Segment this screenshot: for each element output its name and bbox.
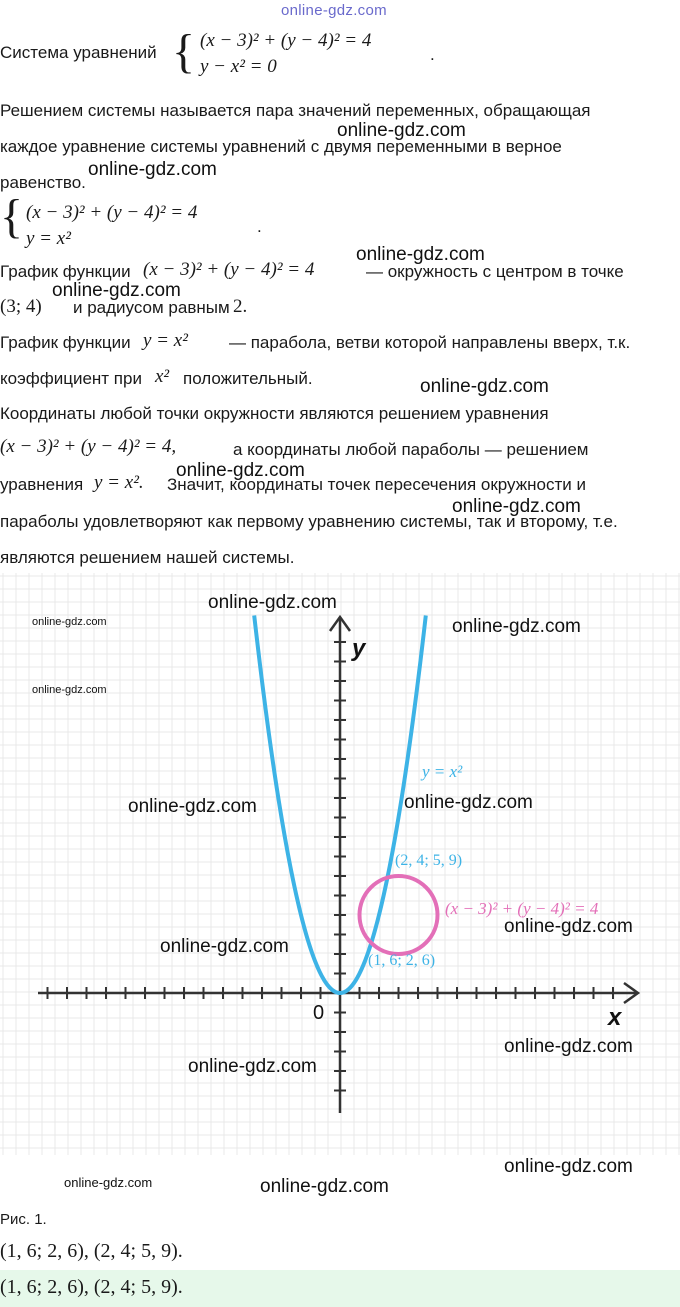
para3-line1-pre: График функции <box>0 333 131 352</box>
para1-line2: каждое уравнение системы уравнений с двумя переменными в верное <box>0 137 562 156</box>
watermark-g2: online-gdz.com <box>452 616 581 637</box>
graph <box>0 573 680 1155</box>
parabola-label: y = x² <box>422 762 463 781</box>
answer-highlight <box>0 1270 680 1307</box>
watermark-5: online-gdz.com <box>420 376 549 397</box>
system2-eq1: (x − 3)² + (y − 4)² = 4 <box>26 202 198 223</box>
watermark-1: online-gdz.com <box>337 120 466 141</box>
watermark-3: online-gdz.com <box>356 244 485 265</box>
watermark-g4: online-gdz.com <box>32 684 107 696</box>
watermark-g6: online-gdz.com <box>404 792 533 813</box>
para3-line1-post: — парабола, ветви которой направлены вверх, т.к. <box>229 333 631 352</box>
watermark-g8: online-gdz.com <box>160 936 289 957</box>
watermark-g13: online-gdz.com <box>260 1176 389 1197</box>
watermark-g3: online-gdz.com <box>32 616 107 628</box>
para2-line2-num: 2. <box>233 296 248 317</box>
watermark-top: online-gdz.com <box>281 2 387 19</box>
intro-end: . <box>430 45 435 64</box>
intro-eq1: (x − 3)² + (y − 4)² = 4 <box>200 30 372 51</box>
para4-line3-math: y = x². <box>94 472 144 493</box>
para4-line5: являются решением нашей системы. <box>0 548 295 567</box>
watermark-6: online-gdz.com <box>176 460 305 481</box>
para2-line2-math: (3; 4) <box>0 296 42 317</box>
origin-label: 0 <box>313 1002 325 1024</box>
para3-line1-math: y = x² <box>143 330 188 351</box>
system2-end: . <box>257 217 262 236</box>
para3-line2-post: положительный. <box>183 369 313 388</box>
para4-line3-pre: уравнения <box>0 475 84 494</box>
para2-line1-post: — окружность с центром в точке <box>366 262 624 281</box>
figure-caption: Рис. 1. <box>0 1211 47 1228</box>
para2-line1-math: (x − 3)² + (y − 4)² = 4 <box>143 259 315 280</box>
watermark-g5: online-gdz.com <box>128 796 257 817</box>
para2-line2-mid: и радиусом равным <box>73 298 230 317</box>
para4-line4: параболы удовлетворяют как первому уравнению системы, так и второму, т.е. <box>0 512 618 531</box>
para4-line2-post: а координаты любой параболы — решением <box>233 440 589 459</box>
watermark-g12: online-gdz.com <box>64 1175 153 1190</box>
point1-label: (2, 4; 5, 9) <box>395 852 463 869</box>
para1-line1: Решением системы называется пара значений переменных, обращающая <box>0 101 591 120</box>
y-axis-label: y <box>352 635 366 662</box>
system2-eq2: y = x² <box>26 228 71 249</box>
para2-line1-pre: График функции <box>0 262 131 281</box>
watermark-g7: online-gdz.com <box>504 916 633 937</box>
watermark-7: online-gdz.com <box>452 496 581 517</box>
answer-highlight-text: (1, 6; 2, 6), (2, 4; 5, 9). <box>0 1276 183 1298</box>
para3-line2-pre: коэффициент при <box>0 369 142 388</box>
watermark-4: online-gdz.com <box>52 280 181 301</box>
point2-label: (1, 6; 2, 6) <box>368 952 436 969</box>
watermark-g9: online-gdz.com <box>504 1036 633 1057</box>
watermark-g1: online-gdz.com <box>208 592 337 613</box>
intro-eq2: y − x² = 0 <box>200 56 277 77</box>
watermark-2: online-gdz.com <box>88 159 217 180</box>
watermark-g10: online-gdz.com <box>188 1056 317 1077</box>
circle-label: (x − 3)² + (y − 4)² = 4 <box>445 899 599 918</box>
para4-line1: Координаты любой точки окружности являются решением уравнения <box>0 404 549 423</box>
x-axis-label: x <box>608 1004 622 1031</box>
para4-line2-math: (x − 3)² + (y − 4)² = 4, <box>0 436 177 457</box>
watermark-g11: online-gdz.com <box>504 1156 633 1177</box>
system2-brace: { <box>0 190 24 243</box>
intro-label: Система уравнений <box>0 43 157 62</box>
answer-line: (1, 6; 2, 6), (2, 4; 5, 9). <box>0 1240 183 1262</box>
intro-brace: { <box>172 25 196 78</box>
para1-line3: равенство. <box>0 173 86 192</box>
para3-line2-math: x² <box>155 366 170 387</box>
para4-line3-post: Значит, координаты точек пересечения окружности и <box>167 475 586 494</box>
